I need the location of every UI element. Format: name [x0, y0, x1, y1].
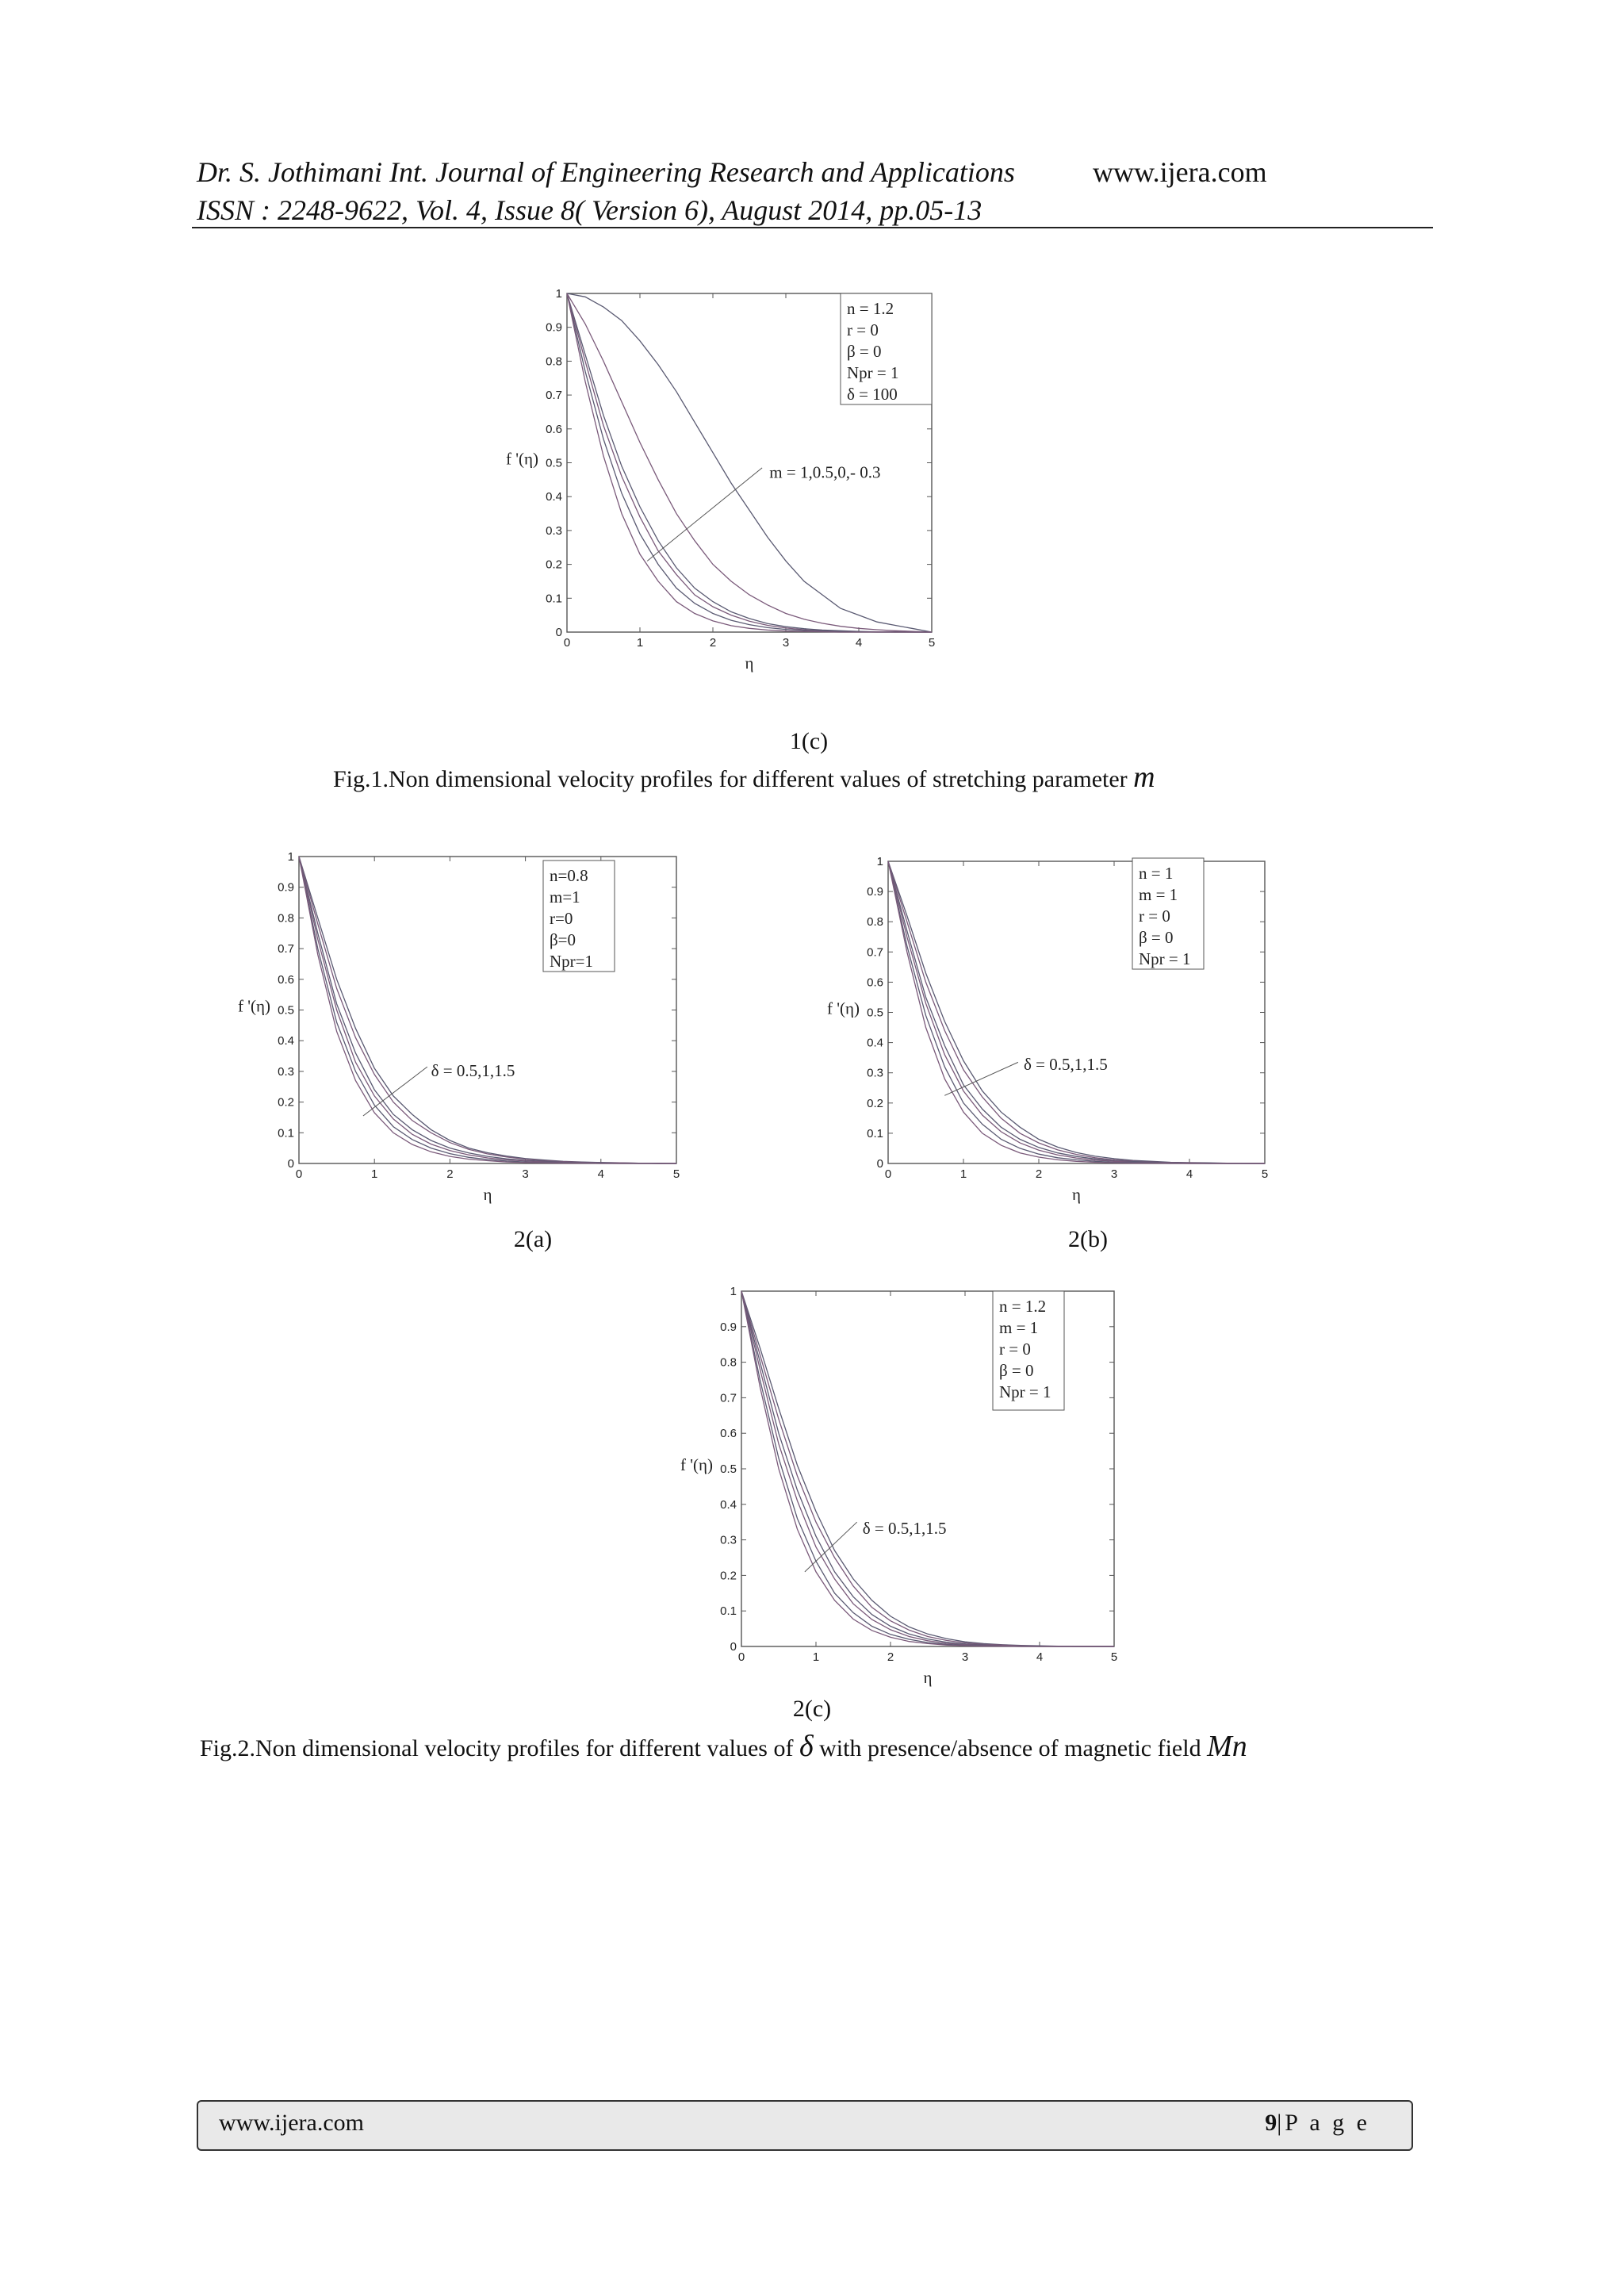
y-tick-label: 0.5: [867, 1006, 883, 1020]
x-tick-label: 5: [928, 636, 936, 650]
y-tick-label: 0.5: [720, 1462, 737, 1476]
x-tick-label: 1: [636, 636, 644, 650]
x-tick-label: 2: [887, 1650, 894, 1664]
series-line: [888, 861, 1265, 1163]
legend-entry: m = 1: [999, 1318, 1039, 1337]
x-axis-label: η: [1072, 1185, 1081, 1204]
x-tick-label: 3: [961, 1650, 969, 1664]
y-tick-label: 1: [730, 1285, 737, 1298]
series-line: [888, 861, 1265, 1163]
y-tick-label: 0.6: [546, 422, 562, 436]
y-tick-label: 0.9: [546, 320, 562, 335]
y-tick-label: 0.8: [546, 355, 562, 369]
y-tick-label: 0.1: [278, 1126, 294, 1140]
legend-entry: β=0: [550, 930, 576, 949]
y-tick-label: 0.6: [720, 1427, 737, 1441]
legend-entry: n = 1.2: [847, 299, 894, 318]
y-tick-label: 0: [876, 1157, 883, 1171]
series-line: [299, 857, 676, 1163]
legend-entry: n=0.8: [550, 866, 588, 885]
y-tick-label: 0.2: [278, 1095, 294, 1110]
x-tick-label: 0: [295, 1167, 303, 1181]
y-tick-label: 0.2: [867, 1096, 883, 1110]
x-axis-label: η: [923, 1668, 933, 1687]
y-axis-label: f '(η): [680, 1455, 713, 1474]
annotation-leader: [944, 1062, 1018, 1095]
y-tick-label: 1: [876, 855, 883, 868]
subcaption-2a: 2(a): [513, 1226, 553, 1252]
legend-entry: Npr = 1: [1139, 949, 1191, 968]
y-tick-label: 0.1: [720, 1604, 737, 1619]
y-tick-label: 0.4: [546, 490, 562, 504]
x-axis-label: η: [745, 654, 754, 673]
y-tick-label: 0.3: [546, 523, 562, 538]
x-tick-label: 4: [855, 636, 863, 650]
annotation-leader: [363, 1067, 427, 1116]
delta-symbol: δ: [799, 1730, 814, 1763]
x-tick-label: 5: [672, 1167, 680, 1181]
legend-entry: Npr=1: [550, 952, 594, 971]
y-tick-label: 0.3: [278, 1064, 294, 1079]
footer-website[interactable]: www.ijera.com: [219, 2110, 364, 2136]
x-tick-label: 4: [1185, 1167, 1193, 1181]
header-divider: [192, 227, 1433, 228]
page-number: [1265, 2110, 1370, 2137]
y-tick-label: 0.7: [546, 389, 562, 403]
y-tick-label: 0.9: [278, 880, 294, 895]
y-tick-label: 0.1: [867, 1126, 883, 1140]
x-tick-label: 2: [446, 1167, 454, 1181]
x-tick-label: 2: [1035, 1167, 1043, 1181]
x-tick-label: 1: [812, 1650, 820, 1664]
x-tick-label: 4: [597, 1167, 604, 1181]
series-line: [888, 861, 1265, 1163]
annotation-text: δ = 0.5,1,1.5: [431, 1060, 515, 1080]
stretching-parameter-symbol: m: [1133, 761, 1155, 794]
issue-line: ISSN : 2248-9622, Vol. 4, Issue 8( Version 6), August 2014, pp.05-13: [197, 194, 982, 226]
y-tick-label: 0.8: [278, 911, 294, 926]
chart-2c: [658, 1277, 1229, 1697]
legend-entry: m = 1: [1139, 885, 1178, 904]
page-header: [197, 153, 1434, 229]
plot-frame: [888, 861, 1265, 1163]
series-line: [888, 861, 1265, 1163]
y-tick-label: 0.3: [720, 1533, 737, 1547]
page-footer: [197, 2100, 1413, 2151]
legend-entry: m=1: [550, 887, 580, 907]
y-tick-label: 0.4: [867, 1036, 883, 1050]
figure-2-caption: [200, 1729, 1247, 1764]
y-tick-label: 0.9: [720, 1320, 737, 1334]
legend-entry: r = 0: [1139, 907, 1170, 926]
y-tick-label: 0.8: [867, 915, 883, 930]
series-line: [888, 861, 1265, 1163]
series-line: [299, 857, 676, 1163]
legend-entry: r = 0: [999, 1340, 1031, 1359]
y-tick-label: 0.7: [720, 1391, 737, 1405]
x-tick-label: 5: [1261, 1167, 1269, 1181]
subcaption-2c: 2(c): [792, 1696, 832, 1722]
legend-entry: n = 1.2: [999, 1297, 1047, 1316]
plot-frame: [299, 857, 676, 1163]
y-tick-label: 1: [555, 287, 562, 301]
x-tick-label: 3: [522, 1167, 529, 1181]
y-axis-label: f '(η): [827, 999, 860, 1018]
y-axis-label: f '(η): [238, 996, 270, 1016]
legend-entry: β = 0: [999, 1361, 1034, 1380]
annotation-text: δ = 0.5,1,1.5: [1024, 1055, 1108, 1075]
legend-entry: Npr = 1: [847, 363, 899, 382]
y-tick-label: 0.5: [278, 1003, 294, 1018]
series-line: [888, 861, 1265, 1163]
page-number-value: 9: [1265, 2110, 1277, 2136]
annotation-text: m = 1,0.5,0,- 0.3: [769, 462, 881, 482]
series-line: [299, 857, 676, 1163]
y-tick-label: 0.7: [867, 945, 883, 960]
figure-1-caption-text: Fig.1.Non dimensional velocity profiles for different values of stretching parameter: [333, 766, 1128, 792]
y-tick-label: 0.6: [278, 972, 294, 987]
series-line: [299, 857, 676, 1163]
subcaption-2b: 2(b): [1068, 1226, 1108, 1252]
y-tick-label: 1: [287, 850, 294, 864]
x-axis-label: η: [483, 1185, 492, 1204]
x-tick-label: 3: [782, 636, 790, 650]
legend-entry: β = 0: [847, 342, 882, 361]
annotation-leader: [647, 468, 762, 561]
legend-entry: δ = 100: [847, 385, 898, 404]
series-line: [299, 857, 676, 1163]
figure-2-caption-prefix: Fig.2.Non dimensional velocity profiles for different values of: [200, 1735, 794, 1761]
y-tick-label: 0.9: [867, 885, 883, 899]
x-tick-label: 1: [371, 1167, 378, 1181]
y-tick-label: 0.8: [720, 1355, 737, 1370]
y-tick-label: 0.1: [546, 592, 562, 606]
series-line: [299, 857, 676, 1163]
journal-line: Dr. S. Jothimani Int. Journal of Engineering Research and Applications: [197, 156, 1015, 188]
y-tick-label: 0: [287, 1157, 294, 1171]
legend-entry: r = 0: [847, 320, 879, 339]
y-tick-label: 0: [730, 1640, 737, 1654]
y-tick-label: 0: [555, 626, 562, 639]
x-tick-label: 0: [737, 1650, 745, 1664]
x-tick-label: 4: [1036, 1650, 1044, 1664]
y-tick-label: 0.4: [278, 1034, 294, 1048]
legend-entry: r=0: [550, 909, 573, 928]
y-tick-label: 0.6: [867, 976, 883, 990]
y-axis-label: f '(η): [506, 449, 538, 469]
chart-2b: [809, 844, 1364, 1240]
legend-entry: Npr = 1: [999, 1382, 1051, 1401]
legend-entry: n = 1: [1139, 864, 1174, 883]
magnetic-field-symbol: Mn: [1207, 1730, 1247, 1763]
y-tick-label: 0.3: [867, 1066, 883, 1080]
chart-1c: [476, 278, 1047, 706]
x-tick-label: 0: [563, 636, 571, 650]
x-tick-label: 2: [709, 636, 717, 650]
legend-entry: β = 0: [1139, 928, 1174, 947]
x-tick-label: 5: [1110, 1650, 1118, 1664]
y-tick-label: 0.2: [546, 558, 562, 572]
subcaption-1c: 1(c): [789, 728, 829, 754]
figure-2-caption-suffix: with presence/absence of magnetic field: [819, 1735, 1201, 1761]
y-tick-label: 0.2: [720, 1569, 737, 1583]
x-tick-label: 0: [884, 1167, 892, 1181]
y-tick-label: 0.7: [278, 942, 294, 956]
annotation-text: δ = 0.5,1,1.5: [862, 1519, 947, 1539]
figure-1-caption: [333, 760, 1155, 795]
x-tick-label: 3: [1110, 1167, 1118, 1181]
y-tick-label: 0.5: [546, 456, 562, 470]
y-tick-label: 0.4: [720, 1497, 737, 1512]
x-tick-label: 1: [959, 1167, 967, 1181]
page-label: |P a g e: [1277, 2110, 1370, 2136]
chart-2a: [222, 841, 777, 1237]
header-website[interactable]: www.ijera.com: [1093, 156, 1267, 188]
